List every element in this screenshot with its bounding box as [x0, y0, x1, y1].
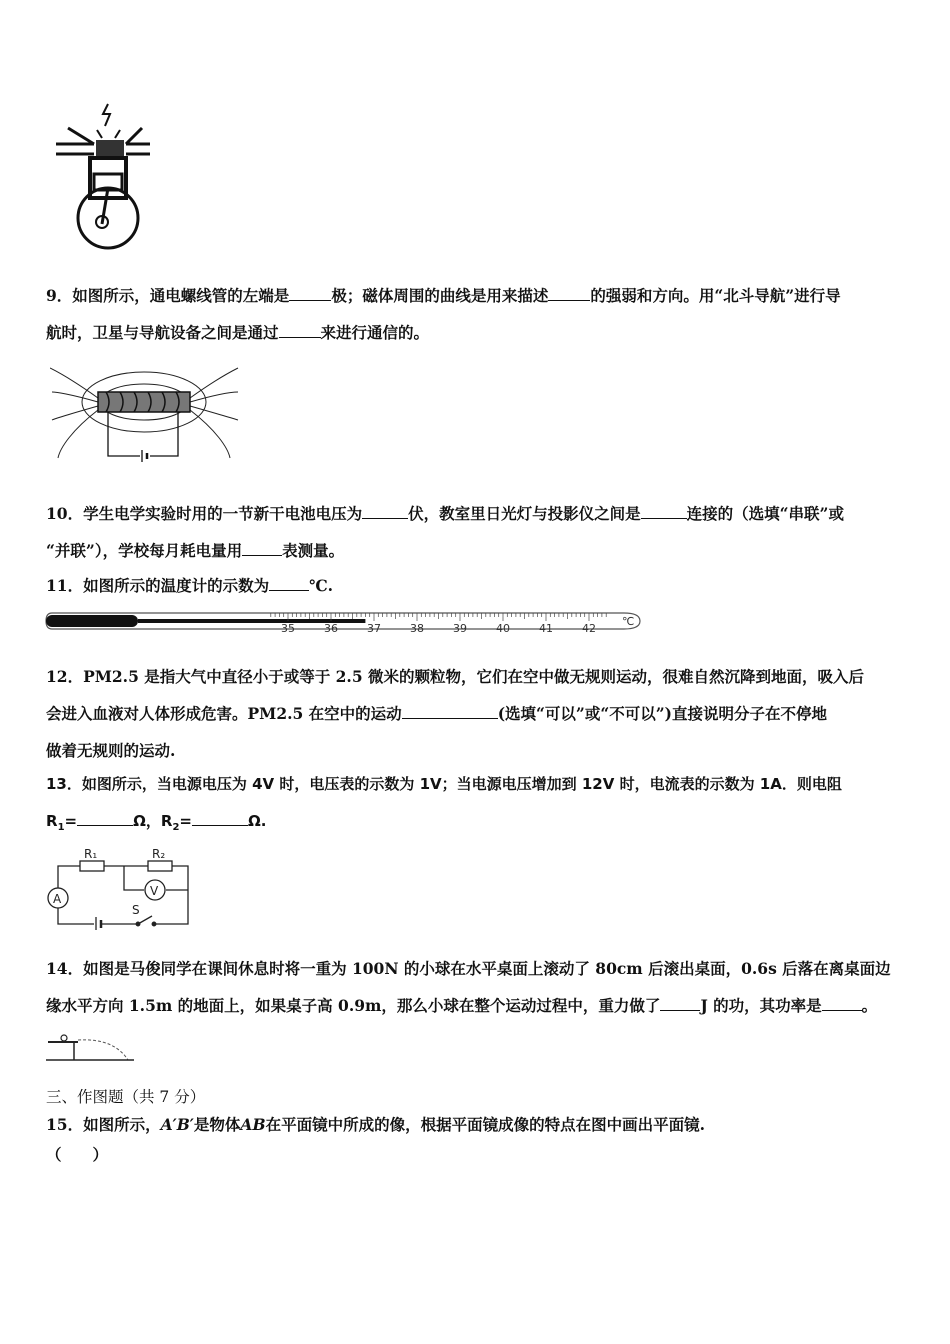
field-lines [50, 368, 238, 458]
q9-text: 的强弱和方向。用“北斗导航”进行导 [590, 286, 841, 305]
r1-figure-label: R₁ [84, 847, 98, 861]
q14-number: 14． [46, 959, 84, 978]
q9-blank-wave[interactable] [279, 319, 321, 338]
thermometer-tick-label: 39 [453, 622, 467, 635]
q10-blank-voltage[interactable] [362, 500, 408, 519]
q14-blank-power[interactable] [822, 992, 862, 1011]
valve-right [126, 128, 142, 144]
section-3-header [46, 1083, 906, 1111]
q9-blank-pole[interactable] [289, 282, 331, 301]
resistor-r2 [148, 861, 172, 871]
thermometer-figure [44, 604, 644, 638]
q15-text: 如图所示， [83, 1115, 161, 1134]
q15-answer-paren[interactable]: （ ） [46, 1145, 109, 1164]
q12-number: 12． [46, 667, 84, 686]
battery-icon [96, 917, 101, 930]
engine-head [96, 140, 124, 158]
voltmeter-label: V [150, 884, 159, 898]
thermometer-tick-label: 36 [324, 622, 338, 635]
q13-text: 如图所示，当电源电压为 4V 时，电压表的示数为 1V；当电源电压增加到 12V 时，电流表的示数为 1A．则电阻 [81, 775, 842, 793]
q14-blank-work[interactable] [660, 992, 700, 1011]
question-14 [46, 950, 906, 1024]
q13-blank-r2[interactable] [192, 807, 248, 826]
q11-number: 11． [46, 576, 84, 595]
q12-text: (选填“可以”或“不可以”)直接说明分子在不停地 [497, 704, 828, 723]
q13-blank-r1[interactable] [77, 807, 133, 826]
r2-figure-label: R₂ [152, 847, 166, 861]
q10-number: 10． [46, 504, 84, 523]
section-title: 三、作图题（共 7 分） [46, 1088, 206, 1106]
q10-text: 表测量。 [282, 541, 345, 560]
q9-text: 来进行通信的。 [320, 323, 430, 342]
q9-text: 如图所示，通电螺线管的左端是 [72, 286, 290, 305]
switch-label: S [132, 903, 140, 917]
table-ball-figure [44, 1030, 136, 1064]
solenoid-core [98, 392, 190, 412]
thermometer-tick-label: 35 [281, 622, 295, 635]
q10-text: 学生电学实验时用的一节新干电池电压为 [83, 504, 363, 523]
spark-plug-icon [97, 104, 120, 138]
thermometer-bulb [46, 615, 138, 627]
trajectory [78, 1040, 128, 1060]
question-12 [46, 658, 906, 769]
q15-text: 是物体 [193, 1115, 241, 1134]
question-11 [46, 567, 906, 604]
q14-text: J 的功，其功率是 [700, 996, 822, 1015]
thermometer-tick-label: 41 [539, 622, 553, 635]
q14-text: 缘水平方向 1.5m 的地面上，如果桌子高 0.9m，那么小球在整个运动过程中，重力做了 [46, 996, 661, 1015]
q10-text: 连接的（选填“串联”或 [686, 504, 844, 523]
ammeter-label: A [53, 892, 62, 906]
q9-text: 极；磁体周围的曲线是用来描述 [331, 286, 549, 305]
r2-label: R [160, 812, 173, 830]
q12-blank-answer[interactable] [402, 700, 498, 719]
r1-label: R [46, 812, 58, 830]
resistor-r1 [80, 861, 104, 871]
valve-left [68, 128, 94, 144]
q10-blank-meter[interactable] [242, 537, 282, 556]
q13-unit: Ω， [133, 812, 161, 830]
q11-blank-temperature[interactable] [269, 572, 309, 591]
q15-number: 15． [46, 1115, 84, 1134]
q15-text: 在平面镜中所成的像，根据平面镜成像的特点在图中画出平面镜. [265, 1115, 705, 1134]
q10-text: “并联”），学校每月耗电量用 [46, 541, 243, 560]
q13-equals: = [64, 812, 78, 830]
q13-number: 13． [46, 775, 82, 793]
q10-text: 伏，教室里日光灯与投影仪之间是 [408, 504, 641, 523]
q12-text: 会进入血液对人体形成危害。PM2.5 在空中的运动 [46, 704, 402, 723]
thermometer-tick-label: 37 [367, 622, 381, 635]
engine-cylinder-figure [50, 100, 160, 252]
q13-unit: Ω. [247, 812, 267, 830]
ball-icon [61, 1035, 67, 1041]
q9-text: 航时，卫星与导航设备之间是通过 [46, 323, 279, 342]
q12-text: PM2.5 是指大气中直径小于或等于 2.5 微米的颗粒物，它们在空中做无规则运动，很难自然沉降到地面，吸入后 [83, 667, 865, 686]
solenoid-field-figure [50, 358, 240, 466]
q10-blank-connection[interactable] [641, 500, 687, 519]
q11-text: ℃. [309, 576, 334, 595]
q9-number: 9． [46, 286, 73, 305]
thermometer-tick-label: 40 [496, 622, 510, 635]
r1-subscript: 1 [57, 822, 65, 833]
q9-blank-field[interactable] [548, 282, 590, 301]
r2-subscript: 2 [172, 822, 180, 833]
circuit-wires [58, 866, 188, 924]
thermometer-unit: ℃ [622, 615, 635, 628]
question-10 [46, 495, 906, 569]
q13-equals: = [179, 812, 192, 830]
circuit-figure [44, 844, 194, 930]
question-9 [46, 277, 906, 351]
thermometer-tick-label: 42 [582, 622, 596, 635]
q12-text: 做着无规则的运动. [46, 741, 176, 760]
question-15 [46, 1110, 906, 1170]
q14-text: 如图是马俊同学在课间休息时将一重为 100N 的小球在水平桌面上滚动了 80cm 后滚出桌面，0.6s 后落在离桌面边 [83, 959, 891, 978]
switch-icon [136, 916, 156, 926]
q14-text: 。 [861, 996, 878, 1015]
q15-object-label: AB [240, 1115, 266, 1134]
q15-image-label: A′B′ [160, 1115, 194, 1134]
question-13 [46, 766, 906, 846]
q11-text: 如图所示的温度计的示数为 [83, 576, 270, 595]
thermometer-tick-label: 38 [410, 622, 424, 635]
